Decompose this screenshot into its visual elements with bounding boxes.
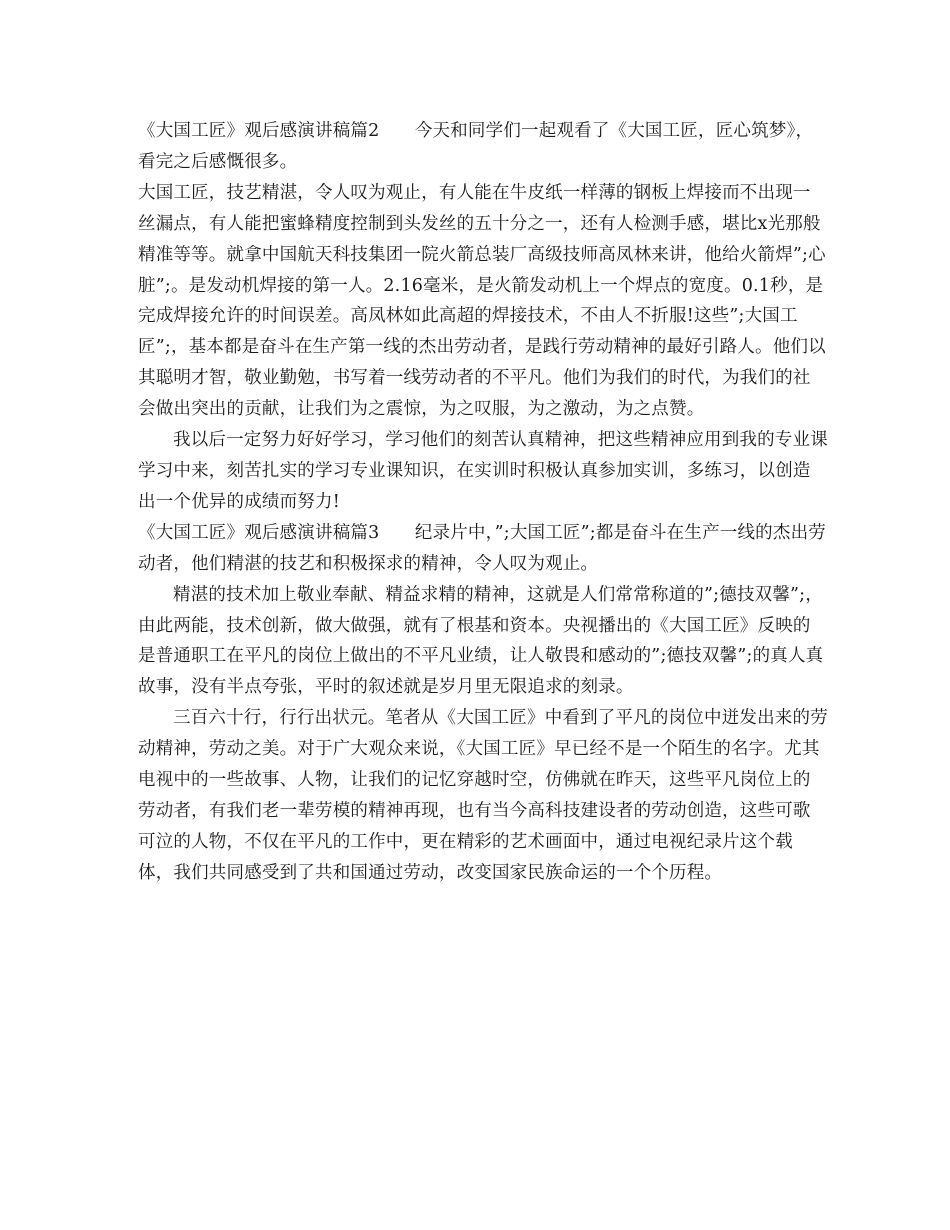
paragraph-body-1: 大国工匠，技艺精湛，令人叹为观止，有人能在牛皮纸一样薄的钢板上焊接而不出现一丝漏点，有人能把蜜蜂精度控制到头发丝的五十分之一，还有人检测手感，堪比x光那般精准等等。就拿中国航天科技集团一院火箭总装厂高级技师高凤林来讲，他给火箭焊”;心脏”;。是发动机焊接的第一人。2.16毫米，是火箭发动机上一个焊点的宽度。0.1秒，是完成焊接允许的时间误差。高凤林如此高超的焊接技术，不由人不折服!这些”;大国工匠”;，基本都是奋斗在生产第一线的杰出劳动者，是践行劳动精神的最好引路人。他们以其聪明才智，敬业勤勉，书写着一线劳动者的不平凡。他们为我们的时代，为我们的社会做出突出的贡献，让我们为之震惊，为之叹服，为之激动，为之点赞。 — [138, 182, 826, 420]
paragraph-heading-3: 《大国工匠》观后感演讲稿篇3 纪录片中，”;大国工匠”;都是奋斗在生产一线的杰出劳动者，他们精湛的技艺和积极探求的精神，令人叹为观止。 — [138, 522, 826, 574]
paragraph-body-2: 我以后一定努力好好学习，学习他们的刻苦认真精神，把这些精神应用到我的专业课学习中来，刻苦扎实的学习专业课知识，在实训时积极认真参加实训，多练习，以创造出一个优异的成绩而努力! — [138, 430, 828, 512]
paragraph-body-4: 三百六十行，行行出状元。笔者从《大国工匠》中看到了平凡的岗位中迸发出来的劳动精神，劳动之美。对于广大观众来说，《大国工匠》早已经不是一个陌生的名字。尤其电视中的一些故事、人物，让我们的记忆穿越时空，仿佛就在昨天，这些平凡岗位上的劳动者，有我们老一辈劳模的精神再现，也有当今高科技建设者的劳动创造，这些可歌可泣的人物，不仅在平凡的工作中，更在精彩的艺术画面中，通过电视纪录片这个载体，我们共同感受到了共和国通过劳动，改变国家民族命运的一个个历程。 — [138, 708, 828, 883]
paragraph-heading-2: 《大国工匠》观后感演讲稿篇2 今天和同学们一起观看了《大国工匠，匠心筑梦》，看完之后感慨很多。 — [138, 121, 814, 172]
paragraph-body-3: 精湛的技术加上敬业奉献、精益求精的精神，这就是人们常常称道的”;德技双馨”;，由此两能，技术创新，做大做强，就有了根基和资本。央视播出的《大国工匠》反映的是普通职工在平凡的岗位上做出的不平凡业绩，让人敬畏和感动的”;德技双馨”;的真人真故事，没有半点夸张，平时的叙述就是岁月里无限追求的刻录。 — [138, 584, 824, 698]
document-body — [138, 116, 828, 889]
